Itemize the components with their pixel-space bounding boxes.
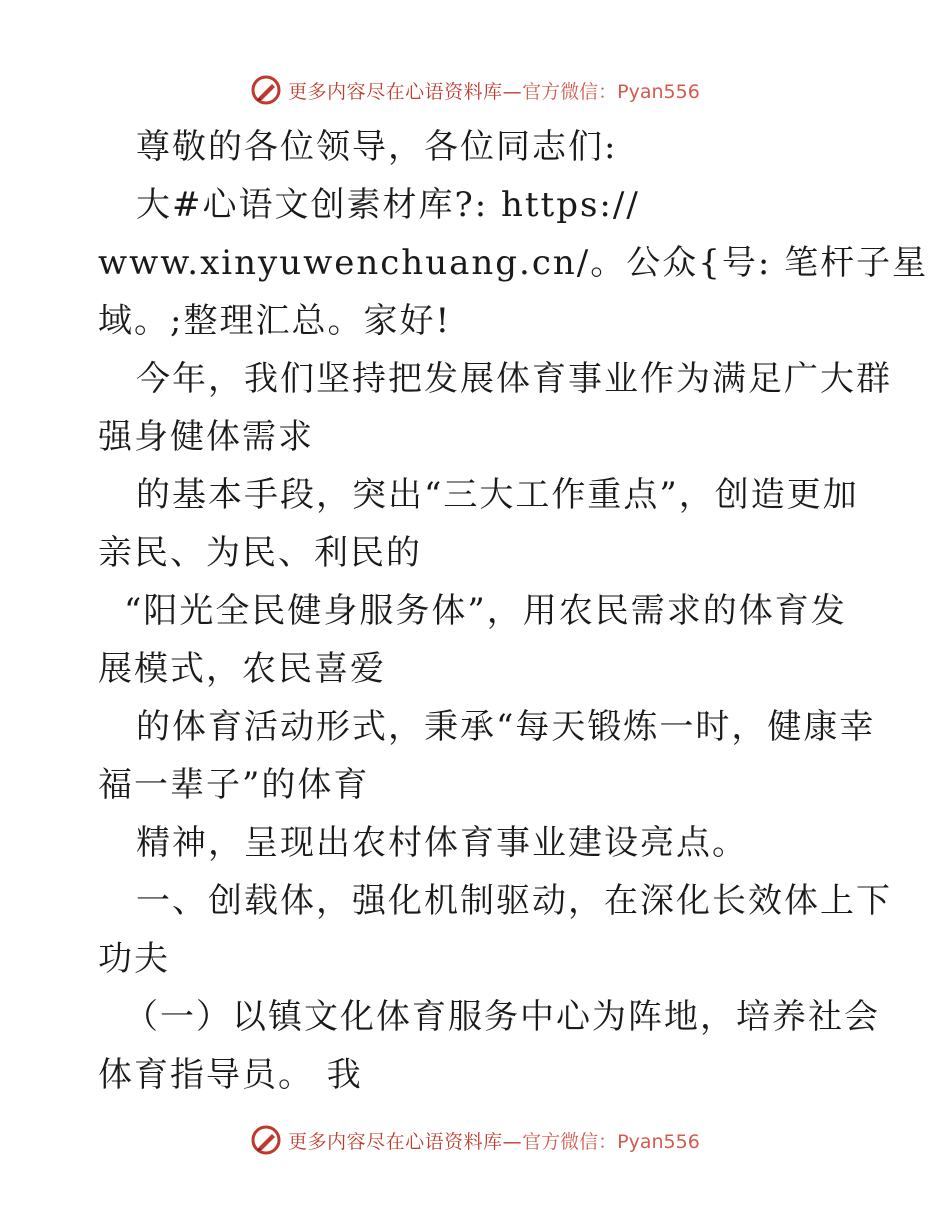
body-line: 的体育活动形式，秉承“每天锻炼一时，健康幸 [136,707,876,747]
watermark-text: 更多内容尽在心语资料库— [288,1130,523,1153]
pen-logo-icon [250,74,282,106]
watermark-text: 更多内容尽在心语资料库— [288,80,523,103]
body-line: “阳光全民健身服务体”，用农民需求的体育发 [124,591,847,631]
subsection-heading-line: （一）以镇文化体育服务中心为阵地，培养社会 [124,997,880,1037]
body-line: 的基本手段，突出“三大工作重点”，创造更加 [136,475,859,515]
body-line: 强身健体需求 [98,417,314,457]
pen-logo-icon [250,1124,282,1156]
body-line: 域。;整理汇总。家好! [98,301,452,341]
body-line: 福一辈子”的体育 [98,765,370,805]
section-heading-line: 功夫 [98,939,170,979]
body-line: 亲民、为民、利民的 [98,533,422,573]
watermark-contact: 官方微信：Pyan556 [522,1130,700,1153]
section-heading-line: 一、创载体，强化机制驱动，在深化长效体上下 [136,881,892,921]
body-line: 精神，呈现出农村体育事业建设亮点。 [136,823,748,863]
body-line: www.xinyuwenchuang.cn/。公众{号: 笔杆子星 [98,243,929,283]
salutation-line: 尊敬的各位领导，各位同志们: [136,127,618,167]
footer-watermark [0,1120,950,1160]
body-line: 展模式，农民喜爱 [98,649,386,689]
body-line: 大#心语文创素材库?: https:// [136,185,640,225]
body-line: 体育指导员。 我 [98,1055,363,1095]
header-watermark [0,70,950,110]
watermark-contact: 官方微信：Pyan556 [522,80,700,103]
document-body [98,118,929,1104]
body-line: 今年，我们坚持把发展体育事业作为满足广大群 [136,359,892,399]
